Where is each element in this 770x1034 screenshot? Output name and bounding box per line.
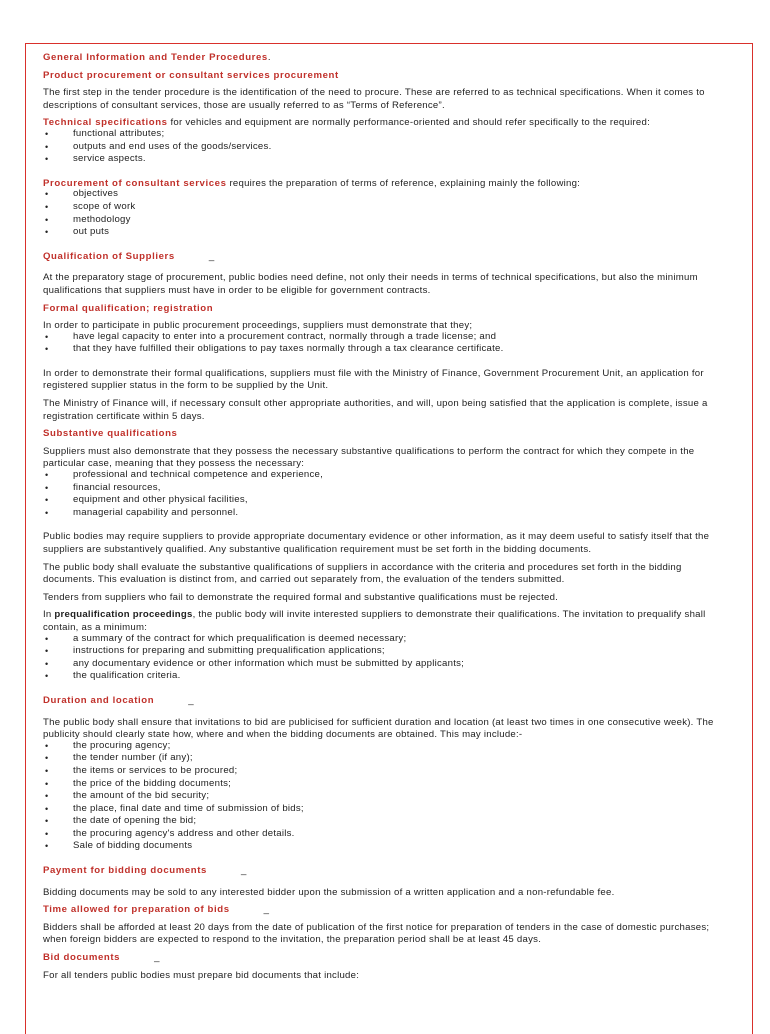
list-item: • service aspects. xyxy=(43,153,733,166)
list-item: • functional attributes; xyxy=(43,128,733,141)
paragraph: At the preparatory stage of procurement, public bodies need define, not only their needs in terms of technical specifications, but also the minimum qualifications that suppliers must have in order to be eligible for government contracts. xyxy=(43,272,698,296)
list-item: • the date of opening the bid; xyxy=(43,815,733,828)
heading-qualification-of-suppliers: Qualification of Suppliers _ xyxy=(43,250,215,262)
heading-duration-and-location: Duration and location _ xyxy=(43,694,195,706)
list-item: • Sale of bidding documents xyxy=(43,840,733,853)
list-item: • the amount of the bid security; xyxy=(43,790,733,803)
paragraph: The public body shall evaluate the substantive qualifications of suppliers in accordance with the criteria and procedures set forth in the bidding documents. This evaluation is distinct from, and carried out separately from, the evaluation of the tenders submitted. xyxy=(43,561,682,586)
list-consultant-services xyxy=(43,188,733,238)
list-publicity-contents xyxy=(43,740,733,853)
list-item: • instructions for preparing and submitting prequalification applications; xyxy=(43,645,733,658)
list-item: • the procuring agency; xyxy=(43,740,733,753)
list-item: • that they have fulfilled their obligations to pay taxes normally through a tax clearance certificate. xyxy=(43,343,733,356)
paragraph: Bidders shall be afforded at least 20 days from the date of publication of the first notice for preparation of tenders in the case of domestic purchases; when foreign bidders are expected to respond to the invitation, the preparation period shall be at least 45 days. xyxy=(43,921,710,946)
list-item: • professional and technical competence and experience, xyxy=(43,469,733,482)
list-item: • methodology xyxy=(43,214,733,227)
list-item: • managerial capability and personnel. xyxy=(43,507,733,520)
list-item: • a summary of the contract for which prequalification is deemed necessary; xyxy=(43,633,733,646)
document-title: General Information and Tender Procedures. xyxy=(43,52,272,63)
heading-substantive-qualifications: Substantive qualifications xyxy=(43,428,178,440)
list-item: • any documentary evidence or other information which must be submitted by applicants; xyxy=(43,658,733,671)
heading-bid-documents: Bid documents _ xyxy=(43,952,161,964)
list-item: • the place, final date and time of submission of bids; xyxy=(43,803,733,816)
heading-product-procurement: Product procurement or consultant services procurement xyxy=(43,69,339,81)
paragraph: Suppliers must also demonstrate that they possess the necessary substantive qualifications to perform the contract for which they compete in the particular case, meaning that they possess the necessary: xyxy=(43,445,695,470)
paragraph: The Ministry of Finance will, if necessary consult other appropriate authorities, and will, upon being satisfied that the application is complete, issue a registration certificate within 5 days. xyxy=(43,398,708,422)
list-item: • the items or services to be procured; xyxy=(43,765,733,778)
heading-payment-for-bidding-documents: Payment for bidding documents _ xyxy=(43,865,247,877)
heading-formal-qualification: Formal qualification; registration xyxy=(43,302,214,314)
paragraph: Public bodies may require suppliers to provide appropriate documentary evidence or other information, as it may deem useful to satisfy itself that the suppliers are substantively qualified. Any substantive qualification requirement must be set forth in the bidding documents. xyxy=(43,531,710,555)
list-prequalification xyxy=(43,633,733,683)
paragraph: The public body shall ensure that invitations to bid are publicised for sufficient duration and location (at least two times in one consecutive week). The publicity should clearly state how, where and when the bidding documents are obtained. This may include:- xyxy=(43,716,714,741)
paragraph: Bidding documents may be sold to any interested bidder upon the submission of a written application and a non-refundable fee. xyxy=(43,886,615,898)
document-body xyxy=(43,52,733,982)
list-technical-specifications xyxy=(43,128,733,166)
list-item: • the procuring agency's address and other details. xyxy=(43,828,733,841)
list-item: • the price of the bidding documents; xyxy=(43,778,733,791)
list-formal-qualification xyxy=(43,331,733,356)
list-item: • scope of work xyxy=(43,201,733,214)
paragraph: In order to demonstrate their formal qualifications, suppliers must file with the Ministry of Finance, Government Procurement Unit, an application for registered supplier status in the form to be supplied by the Unit. xyxy=(43,367,704,392)
paragraph-consultant-services: Procurement of consultant services requires the preparation of terms of reference, explaining mainly the following: xyxy=(43,177,581,189)
list-item: • financial resources, xyxy=(43,482,733,495)
list-item: • equipment and other physical facilities, xyxy=(43,494,733,507)
list-item: • outputs and end uses of the goods/services. xyxy=(43,141,733,154)
list-item: • objectives xyxy=(43,188,733,201)
list-item: • have legal capacity to enter into a procurement contract, normally through a trade license; and xyxy=(43,331,733,344)
list-substantive-qualifications xyxy=(43,469,733,519)
list-item: • the qualification criteria. xyxy=(43,670,733,683)
paragraph: The first step in the tender procedure is the identification of the need to procure. These are referred to as technical specifications. When it comes to descriptions of consultant services, those are usually referred to as “Terms of Reference”. xyxy=(43,87,705,111)
paragraph: Tenders from suppliers who fail to demonstrate the required formal and substantive qualifications must be rejected. xyxy=(43,591,559,603)
paragraph: In order to participate in public procurement proceedings, suppliers must demonstrate that they; xyxy=(43,320,473,332)
list-item: • the tender number (if any); xyxy=(43,752,733,765)
lead-consultant-services: Procurement of consultant services xyxy=(43,177,227,189)
heading-time-allowed: Time allowed for preparation of bids _ xyxy=(43,904,270,916)
lead-technical-specifications: Technical specifications xyxy=(43,117,168,129)
paragraph: For all tenders public bodies must prepare bid documents that include: xyxy=(43,969,360,981)
paragraph-prequalification: In prequalification proceedings, the public body will invite interested suppliers to demonstrate their qualifications. The invitation to prequalify shall contain, as a minimum: xyxy=(43,609,706,633)
list-item: • out puts xyxy=(43,226,733,239)
paragraph-technical-specifications: Technical specifications for vehicles and equipment are normally performance-oriented and should refer specifically to the required: xyxy=(43,117,651,129)
